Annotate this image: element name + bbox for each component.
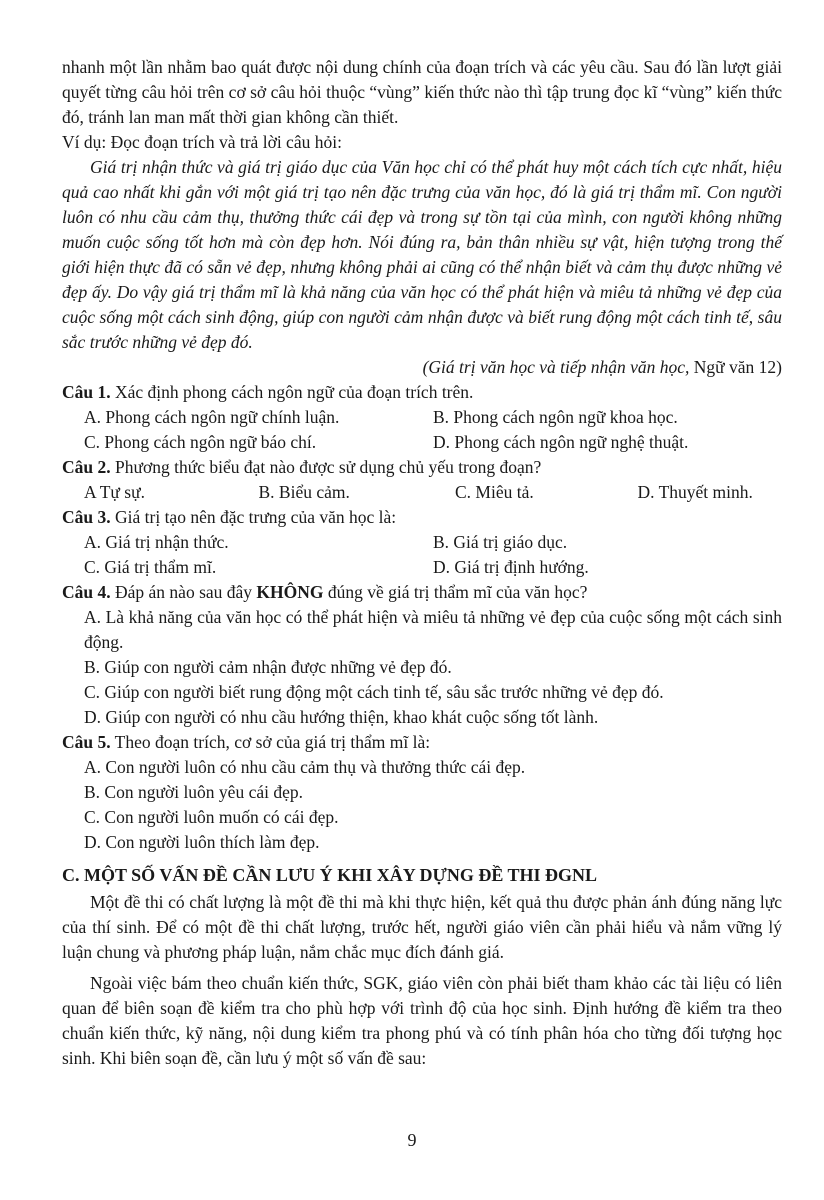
question-3 <box>62 505 782 530</box>
q1-option-d: D. Phong cách ngôn ngữ nghệ thuật. <box>433 432 689 452</box>
question-5-text: Theo đoạn trích, cơ sở của giá trị thẩm mĩ là: <box>110 732 431 752</box>
q5-option-c: C. Con người luôn muốn có cái đẹp. <box>84 807 339 827</box>
question-4-text-post: đúng về giá trị thẩm mĩ của văn học? <box>323 582 588 602</box>
page-number: 9 <box>407 1130 417 1150</box>
q4-option-b: B. Giúp con người cảm nhận được những vẻ đẹp đó. <box>84 657 452 677</box>
q3-option-c: C. Giá trị thẩm mĩ. <box>84 557 217 577</box>
question-5-number: Câu 5. <box>62 732 111 752</box>
question-1-number: Câu 1. <box>62 382 111 402</box>
question-2-text: Phương thức biểu đạt nào được sử dụng chủ yếu trong đoạn? <box>110 457 542 477</box>
question-4-number: Câu 4. <box>62 582 111 602</box>
excerpt-source <box>62 355 782 380</box>
q3-option-d: D. Giá trị định hướng. <box>433 557 589 577</box>
question-1 <box>62 380 782 405</box>
question-1-text: Xác định phong cách ngôn ngữ của đoạn trích trên. <box>110 382 474 402</box>
intro-paragraph: nhanh một lần nhằm bao quát được nội dung chính của đoạn trích và các yêu cầu. Sau đó lần lượt giải quyết từng câu hỏi trên cơ sở câu hỏi thuộc “vùng” kiến thức nào thì tập trung đọc kĩ “vùng” kiến thức đó, tránh lan man mất thời gian không cần thiết. <box>62 57 782 127</box>
q5-option-d: D. Con người luôn thích làm đẹp. <box>84 832 320 852</box>
question-2 <box>62 455 782 480</box>
q2-option-d: D. Thuyết minh. <box>637 482 753 502</box>
section-c-paragraph-1: Một đề thi có chất lượng là một đề thi mà khi thực hiện, kết quả thu được phản ánh đúng năng lực của thí sinh. Để có một đề thi chất lượng, trước hết, người giáo viên cần phải hiểu và nắm vững lý luận chung và phương pháp luận, nắm chắc mục đích đánh giá. <box>62 892 782 962</box>
q2-option-b: B. Biểu cảm. <box>258 482 350 502</box>
question-3-number: Câu 3. <box>62 507 111 527</box>
q4-option-a: A. Là khả năng của văn học có thể phát hiện và miêu tả những vẻ đẹp của cuộc sống một cách sinh động. <box>84 607 782 652</box>
q5-option-a: A. Con người luôn có nhu cầu cảm thụ và thưởng thức cái đẹp. <box>84 757 526 777</box>
q2-option-a: A Tự sự. <box>84 482 145 502</box>
question-4 <box>62 580 782 605</box>
source-book: Ngữ văn 12) <box>689 357 782 377</box>
quoted-excerpt: Giá trị nhận thức và giá trị giáo dục của Văn học chỉ có thể phát huy một cách tích cực nhất, hiệu quả cao nhất khi gắn với một giá trị tạo nên đặc trưng của văn học, đó là giá trị thẩm mĩ. Con người luôn có nhu cầu cảm thụ, thưởng thức cái đẹp và trong sự tồn tại của mình, con người không những muốn cuộc sống tốt hơn mà còn đẹp hơn. Nói đúng ra, bản thân nhiều sự vật, hiện tượng trong thế giới hiện thực đã có sẵn vẻ đẹp, nhưng không phải ai cũng có thể nhận biết và cảm thụ được những vẻ đẹp ấy. Do vậy giá trị thẩm mĩ là khả năng của văn học có thể phát hiện và miêu tả những vẻ đẹp của cuộc sống một cách sinh động, giúp con người cảm nhận được và biết rung động một cách tinh tế, sâu sắc trước những vẻ đẹp đó. <box>62 157 782 352</box>
q4-option-d: D. Giúp con người có nhu cầu hướng thiện, khao khát cuộc sống tốt lành. <box>84 707 599 727</box>
q1-option-a: A. Phong cách ngôn ngữ chính luận. <box>84 407 340 427</box>
q1-option-c: C. Phong cách ngôn ngữ báo chí. <box>84 432 317 452</box>
section-c-heading: C. MỘT SỐ VẤN ĐỀ CẦN LƯU Ý KHI XÂY DỰNG ĐỀ THI ĐGNL <box>62 865 598 885</box>
source-title: (Giá trị văn học và tiếp nhận văn học, <box>422 357 690 377</box>
q2-option-c: C. Miêu tả. <box>455 482 534 502</box>
question-2-number: Câu 2. <box>62 457 111 477</box>
q1-option-b: B. Phong cách ngôn ngữ khoa học. <box>433 407 678 427</box>
question-2-options <box>62 480 782 505</box>
question-5 <box>62 730 782 755</box>
question-4-emphasis: KHÔNG <box>256 582 324 602</box>
section-c-paragraph-2: Ngoài việc bám theo chuẩn kiến thức, SGK, giáo viên còn phải biết tham khảo các tài liệu có liên quan để biên soạn đề kiểm tra cho phù hợp với trình độ của học sinh. Định hướng đề kiểm tra theo chuẩn kiến thức, kỹ năng, nội dung kiểm tra phong phú và có tính phân hóa cho từng đối tượng học sinh. Khi biên soạn đề, cần lưu ý một số vấn đề sau: <box>62 973 782 1068</box>
q5-option-b: B. Con người luôn yêu cái đẹp. <box>84 782 303 802</box>
question-3-text: Giá trị tạo nên đặc trưng của văn học là: <box>110 507 397 527</box>
q4-option-c: C. Giúp con người biết rung động một cách tinh tế, sâu sắc trước những vẻ đẹp đó. <box>84 682 664 702</box>
question-3-options <box>62 530 782 580</box>
q3-option-b: B. Giá trị giáo dục. <box>433 532 568 552</box>
question-4-text-pre: Đáp án nào sau đây <box>110 582 257 602</box>
q3-option-a: A. Giá trị nhận thức. <box>84 532 229 552</box>
example-label: Ví dụ: Đọc đoạn trích và trả lời câu hỏi: <box>62 132 342 152</box>
question-1-options <box>62 405 782 455</box>
